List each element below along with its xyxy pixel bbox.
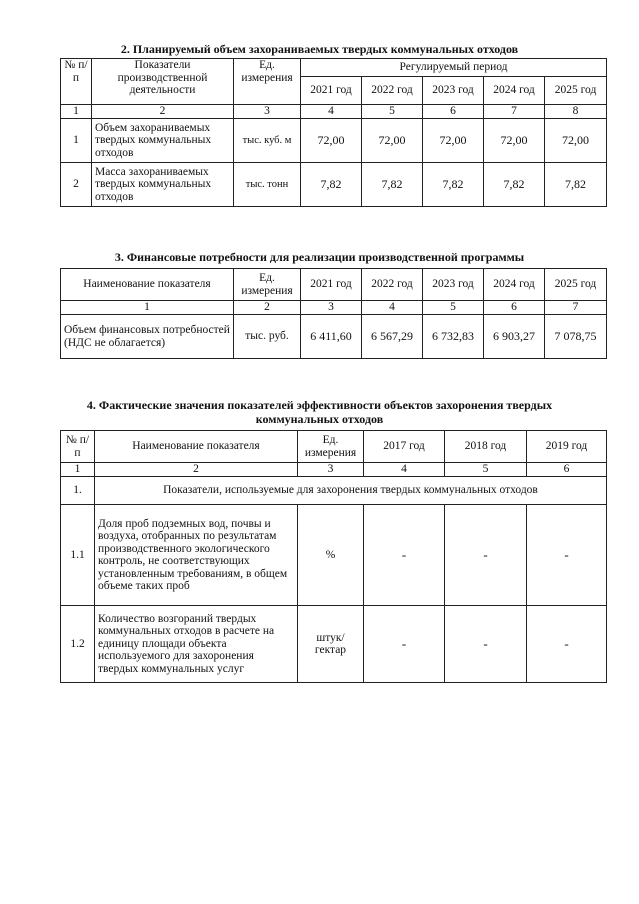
table-row [61, 505, 607, 606]
header-indicator: Показатели производственной деятельности [92, 59, 234, 105]
table-row [61, 606, 607, 683]
header-year: 2025 год [545, 77, 607, 105]
header-num: № п/п [61, 431, 95, 463]
section3-title: 3. Финансовые потребности для реализации производственной программы [114, 250, 525, 264]
row-name: Количество возгораний твердых коммунальных отходов в расчете на единицу площади объекта используемого для захоронения твердых коммунальных услуг [95, 606, 298, 683]
row-name: Объем захораниваемых твердых коммунальных отходов [92, 119, 234, 163]
col-number: 4 [362, 301, 423, 315]
row-value: - [527, 606, 607, 683]
row-num: 2 [61, 163, 92, 207]
row-unit: штук/ гектар [298, 606, 364, 683]
row-value: 6 903,27 [484, 315, 545, 359]
col-number: 1 [61, 301, 234, 315]
row-unit: тыс. куб. м [234, 119, 301, 163]
header-year: 2024 год [484, 269, 545, 301]
header-unit: Ед. измерения [234, 269, 301, 301]
row-value: 72,00 [545, 119, 607, 163]
row-value: 72,00 [301, 119, 362, 163]
col-number: 1 [61, 463, 95, 477]
row-value: 72,00 [423, 119, 484, 163]
row-value: 7,82 [484, 163, 545, 207]
row-value: - [364, 505, 445, 606]
efficiency-indicators-table [60, 430, 607, 683]
row-value: 7,82 [362, 163, 423, 207]
col-number: 3 [298, 463, 364, 477]
section2-title: 2. Планируемый объем захораниваемых твердых коммунальных отходов [120, 42, 519, 56]
col-number: 5 [445, 463, 527, 477]
col-number: 2 [95, 463, 298, 477]
group-num: 1. [61, 477, 95, 505]
header-year: 2021 год [301, 269, 362, 301]
col-number: 8 [545, 105, 607, 119]
row-num: 1.2 [61, 606, 95, 683]
col-number: 3 [234, 105, 301, 119]
row-value: - [364, 606, 445, 683]
row-num: 1 [61, 119, 92, 163]
header-year: 2018 год [445, 431, 527, 463]
row-value: - [445, 505, 527, 606]
group-row [61, 477, 607, 505]
row-value: 6 567,29 [362, 315, 423, 359]
row-value: 72,00 [362, 119, 423, 163]
header-year: 2025 год [545, 269, 607, 301]
col-number: 5 [423, 301, 484, 315]
header-period: Регулируемый период [301, 59, 607, 77]
group-label: Показатели, используемые для захоронения твердых коммунальных отходов [95, 477, 607, 505]
col-number: 2 [92, 105, 234, 119]
row-value: 7,82 [301, 163, 362, 207]
col-number: 7 [484, 105, 545, 119]
header-year: 2021 год [301, 77, 362, 105]
col-number: 6 [527, 463, 607, 477]
row-value: - [445, 606, 527, 683]
header-year: 2022 год [362, 77, 423, 105]
header-year: 2017 год [364, 431, 445, 463]
row-name: Объем финансовых потребностей (НДС не облагается) [61, 315, 234, 359]
row-num: 1.1 [61, 505, 95, 606]
header-year: 2019 год [527, 431, 607, 463]
col-number: 6 [484, 301, 545, 315]
header-indicator: Наименование показателя [61, 269, 234, 301]
col-number: 5 [362, 105, 423, 119]
row-unit: % [298, 505, 364, 606]
financial-needs-table [60, 268, 607, 359]
table-row [61, 119, 607, 163]
row-value: 7 078,75 [545, 315, 607, 359]
row-value: 6 411,60 [301, 315, 362, 359]
table-row [61, 163, 607, 207]
row-name: Доля проб подземных вод, почвы и воздуха, отобранных по результатам производственного экологического контроль, не соответствующих установленным требованиям, в общем объеме таких проб [95, 505, 298, 606]
col-number: 1 [61, 105, 92, 119]
col-number: 6 [423, 105, 484, 119]
header-year: 2023 год [423, 77, 484, 105]
col-number: 3 [301, 301, 362, 315]
section4-title-line2: коммунальных отходов [255, 412, 384, 426]
col-number: 2 [234, 301, 301, 315]
header-year: 2022 год [362, 269, 423, 301]
row-value: 7,82 [423, 163, 484, 207]
header-num: № п/п [61, 59, 92, 105]
header-year: 2024 год [484, 77, 545, 105]
header-year: 2023 год [423, 269, 484, 301]
col-number: 4 [301, 105, 362, 119]
row-value: 6 732,83 [423, 315, 484, 359]
table-row [61, 315, 607, 359]
header-indicator: Наименование показателя [95, 431, 298, 463]
section4-title-line1: 4. Фактические значения показателей эффективности объектов захоронения твердых [86, 398, 553, 412]
col-number: 4 [364, 463, 445, 477]
header-unit: Ед. измерения [298, 431, 364, 463]
row-value: - [527, 505, 607, 606]
col-number: 7 [545, 301, 607, 315]
row-value: 72,00 [484, 119, 545, 163]
row-unit: тыс. тонн [234, 163, 301, 207]
row-value: 7,82 [545, 163, 607, 207]
planned-volume-table [60, 58, 607, 207]
row-unit: тыс. руб. [234, 315, 301, 359]
header-unit: Ед. измерения [234, 59, 301, 105]
row-name: Масса захораниваемых твердых коммунальных отходов [92, 163, 234, 207]
